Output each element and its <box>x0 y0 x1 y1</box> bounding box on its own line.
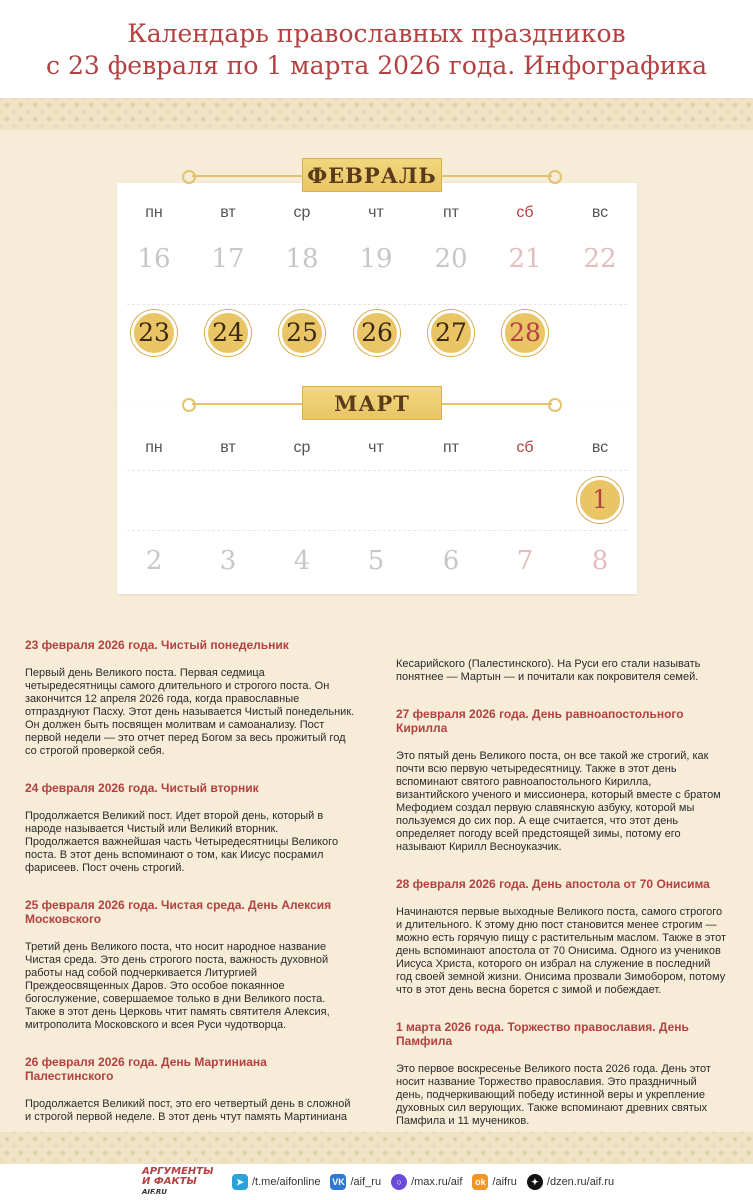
highlight-day-25: 25 <box>279 310 325 356</box>
max-icon: ○ <box>391 1174 407 1190</box>
logo-site: AIF.RU <box>142 1188 167 1196</box>
telegram-icon: ➤ <box>232 1174 248 1190</box>
section-text: Продолжается Великий пост. Идет второй день, который в народе называется Чистый или Великий вторник. Продолжается важнейшая часть Четыредесятницы Великого поста. В этот день вспоминают о том, как Иисус посрамил фарисеев. Пост очень строгий. <box>25 810 339 874</box>
ornament-bottom <box>0 1132 753 1164</box>
ribbon-swirl-right <box>442 175 552 177</box>
highlight-day-28: 28 <box>502 310 548 356</box>
weekday-wed: ср <box>293 204 311 221</box>
ribbon-swirl-left <box>192 175 302 177</box>
logo-line-1: АРГУМЕНТЫ <box>142 1166 214 1177</box>
weekday-tue: вт <box>220 204 236 221</box>
weekday-thu: чт <box>368 439 384 456</box>
section-title: 23 февраля 2026 года. Чистый понедельник <box>25 638 289 652</box>
week-row <box>117 244 637 304</box>
divider <box>127 470 627 471</box>
week-row <box>117 546 637 606</box>
section-text: Начинаются первые выходные Великого поста, самого строгого и длительного. К этому дню пост становится менее строгим — можно есть горячую пищу с растительным маслом. Также в этот день вспоминают апостола от 70 Онисима. Одного из учеников Иисуса Христа, которого он избрал на служение в последний год своей земной жизни. Онисима прозвали Зимобором, потому что в этот день весна борется с зимой и побеждает. <box>396 906 727 996</box>
section-text: Это первое воскресенье Великого поста 2026 года. День этот носит название Торжество православия. Это праздничный день, подчеркивающий победу истинной веры и укрепление духовных сил верующих. Также вспоминают древних святых Памфила и 11 мучеников. <box>396 1063 711 1127</box>
vk-icon: VK <box>330 1174 346 1190</box>
social-link-label: /dzen.ru/aif.ru <box>546 1176 615 1188</box>
section-title: 24 февраля 2026 года. Чистый вторник <box>25 781 259 795</box>
section-text: Первый день Великого поста. Первая седмица четыредесятницы самого длительного и строгого поста. Он закончится 12 апреля 2026 года, когда православные отпразднуют Пасху. Этот день называется Чистый понедельник. Он должен быть посвящен молитвам и самоанализу. Пост первой недели — это отчет перед Богом за весь прожитый год со строгой проверкой себя. <box>25 667 355 757</box>
footer <box>0 1164 753 1200</box>
logo-line-2: И ФАКТЫ <box>142 1176 197 1187</box>
day-cell: 5 <box>367 546 385 576</box>
day-cell: 20 <box>434 244 468 274</box>
weekday-sat: сб <box>516 439 534 456</box>
title-line-2: с 23 февраля по 1 марта 2026 года. Инфографика <box>46 51 707 80</box>
day-cell: 17 <box>211 244 245 274</box>
day-cell: 21 <box>508 244 542 274</box>
odnoklassniki-icon: ok <box>472 1174 488 1190</box>
social-link-label: /max.ru/aif <box>411 1176 463 1188</box>
weekday-sun: вс <box>591 439 609 456</box>
weekday-wed: ср <box>293 439 311 456</box>
social-links <box>232 1174 624 1190</box>
section-text: Продолжается Великий пост, это его четвертый день в сложной и строгой первой неделе. В этот день чтут память Мартиниана <box>25 1098 351 1123</box>
social-link-dzen[interactable] <box>527 1174 614 1190</box>
aif-logo[interactable] <box>142 1167 224 1197</box>
text-column-right <box>396 658 726 1151</box>
highlight-day-27: 27 <box>428 310 474 356</box>
day-cell: 22 <box>583 244 617 274</box>
month-ribbon-february: ФЕВРАЛЬ <box>302 158 442 192</box>
highlight-day-1: 1 <box>577 477 623 523</box>
section-title: 28 февраля 2026 года. День апостола от 70 Онисима <box>396 877 710 891</box>
social-link-label: /t.me/aifonline <box>252 1176 321 1188</box>
weekday-fri: пт <box>443 439 459 456</box>
section-text: Третий день Великого поста, что носит народное название Чистая среда. Это день строгого поста, важность духовной работы над собой подчеркивается Литургией Преждеосвященных Даров. Это особое покаянное богослужение, совершаемое только в дни Великого поста. Также в этот день Церковь чтит память святителя Алексия, митрополита Московского и всея Руси чудотворца. <box>25 941 330 1031</box>
infographic-board <box>0 98 753 1164</box>
day-cell: 8 <box>591 546 609 576</box>
month-ribbon-march: МАРТ <box>302 386 442 420</box>
weekday-tue: вт <box>220 439 236 456</box>
section-title: 26 февраля 2026 года. День Мартиниана Палестинского <box>25 1055 267 1083</box>
social-link-max[interactable] <box>391 1174 462 1190</box>
section-title: 25 февраля 2026 года. Чистая среда. День Алексия Московского <box>25 898 332 926</box>
highlight-day-24: 24 <box>205 310 251 356</box>
day-cell: 4 <box>293 546 311 576</box>
day-cell: 6 <box>442 546 460 576</box>
highlight-day-26: 26 <box>354 310 400 356</box>
highlight-day-23: 23 <box>131 310 177 356</box>
weekday-mon: пн <box>145 204 163 221</box>
dzen-icon: ✦ <box>527 1174 543 1190</box>
weekday-thu: чт <box>368 204 384 221</box>
day-cell: 19 <box>359 244 393 274</box>
weekday-sun: вс <box>591 204 609 221</box>
header <box>0 0 753 98</box>
social-link-telegram[interactable] <box>232 1174 320 1190</box>
social-link-label: /aifru <box>492 1176 517 1188</box>
social-link-label: /aif_ru <box>350 1176 382 1188</box>
weekday-mon: пн <box>145 439 163 456</box>
day-cell: 16 <box>137 244 171 274</box>
calendar-february <box>117 183 637 408</box>
day-cell: 18 <box>285 244 319 274</box>
text-column-left <box>25 638 355 1147</box>
ribbon-swirl-left <box>192 403 302 405</box>
section-text: Это пятый день Великого поста, он все такой же строгий, как почти всю первую четыредесятницу. Также в этот день вспоминают святого равноапостольного Кирилла, византийского ученого и миссионера, который вместе с братом Мефодием создал первую славянскую азбуку, которой мы пользуемся до сих пор. А еще считается, что этот день определяет погоду всей предстоящей зимы, потому его называют Кирилл Весноуказчик. <box>396 750 721 853</box>
day-cell: 7 <box>516 546 534 576</box>
title-line-1: Календарь православных праздников <box>127 19 626 48</box>
calendar-march <box>117 408 637 594</box>
divider <box>127 530 627 531</box>
day-cell: 2 <box>145 546 163 576</box>
day-cell: 3 <box>219 546 237 576</box>
section-title: 27 февраля 2026 года. День равноапостольного Кирилла <box>396 707 684 735</box>
weekday-fri: пт <box>443 204 459 221</box>
weekday-row <box>117 438 637 498</box>
social-link-ok[interactable] <box>472 1174 516 1190</box>
social-link-vk[interactable] <box>330 1174 381 1190</box>
divider <box>127 304 627 305</box>
section-text: Кесарийского (Палестинского). На Руси его стали называть понятнее — Мартын — и почитали как покровителя семей. <box>396 658 701 683</box>
ribbon-swirl-right <box>442 403 552 405</box>
ornament-top <box>0 98 753 130</box>
weekday-sat: сб <box>516 204 534 221</box>
section-title: 1 марта 2026 года. Торжество православия. День Памфила <box>396 1020 689 1048</box>
